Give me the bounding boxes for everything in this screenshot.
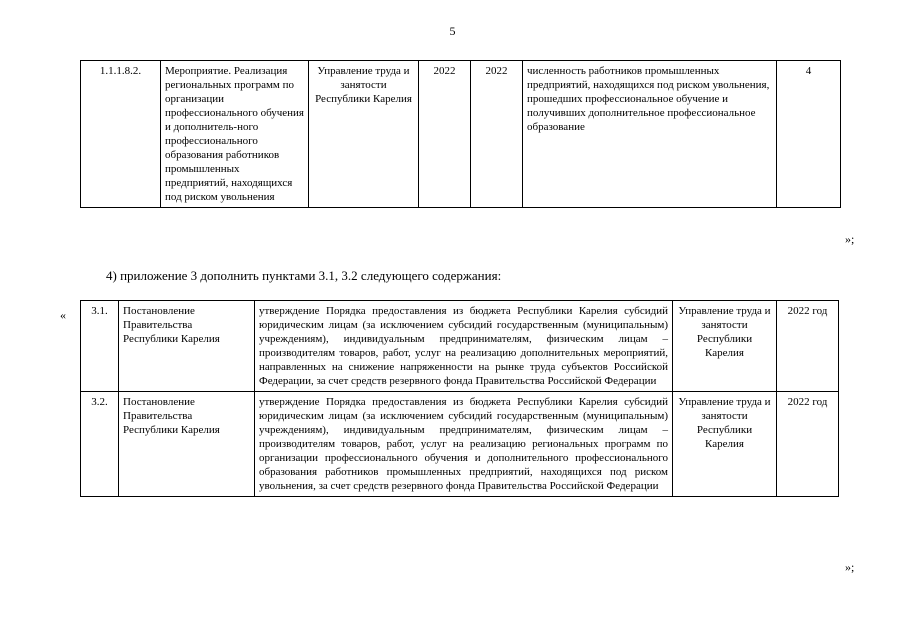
row-content: утверждение Порядка предоставления из бюджета Республики Карелия субсидий юридическим лицам (за исключением субсидий государственным (муниципальным) учреждениям), индивидуальным предпринимателям, физическим лицам – производителям товаров, работ, услуг на реализацию дополнительных мероприятий, направленных на снижение напряженности на рынке труда субъектов Российской Федерации, за счет средств резервного фонда Правительства Российской Федерации bbox=[255, 301, 673, 392]
event-name: Мероприятие. Реализация региональных программ по организации профессионального обучения и дополнитель-ного профессионального образования работников промышленных предприятий, находящихся под риском увольнения bbox=[161, 61, 309, 208]
table-row bbox=[81, 61, 841, 208]
row-content: утверждение Порядка предоставления из бюджета Республики Карелия субсидий юридическим лицам (за исключением субсидий государственным (муниципальным) учреждениям), индивидуальным предпринимателям, физическим лицам – производителям товаров, работ, услуг на реализацию региональных программ по организации профессионального обучения и дополнительного профессионального образования работников промышленных предприятий, находящихся под риском увольнения, за счет средств резервного фонда Правительства Российской Федерации bbox=[255, 392, 673, 497]
executor: Управление труда и занятости Республики Карелия bbox=[673, 301, 777, 392]
year-start: 2022 bbox=[419, 61, 471, 208]
appendix-table bbox=[80, 300, 839, 497]
table1-closing-quote: »; bbox=[845, 232, 855, 246]
executor: Управление труда и занятости Республики Карелия bbox=[673, 392, 777, 497]
table2-closing-quote: »; bbox=[845, 560, 855, 574]
executor: Управление труда и занятости Республики Карелия bbox=[309, 61, 419, 208]
term: 2022 год bbox=[777, 392, 839, 497]
table-row bbox=[81, 301, 839, 392]
term: 2022 год bbox=[777, 301, 839, 392]
row-number: 3.2. bbox=[81, 392, 119, 497]
table2-opening-quote: « bbox=[60, 308, 66, 322]
row-number: 1.1.1.8.2. bbox=[81, 61, 161, 208]
row-number: 3.1. bbox=[81, 301, 119, 392]
document-type: Постановление Правительства Республики Карелия bbox=[119, 392, 255, 497]
indicator-value: 4 bbox=[777, 61, 841, 208]
table-row bbox=[81, 392, 839, 497]
year-end: 2022 bbox=[471, 61, 523, 208]
indicator: численность работников промышленных предприятий, находящихся под риском увольнения, прошедших профессиональное обучение и получивших дополнительное профессиональное образование bbox=[523, 61, 777, 208]
amendment-paragraph: 4) приложение 3 дополнить пунктами 3.1, 3.2 следующего содержания: bbox=[106, 268, 502, 283]
document-type: Постановление Правительства Республики Карелия bbox=[119, 301, 255, 392]
measures-table bbox=[80, 60, 841, 208]
page-number: 5 bbox=[449, 24, 456, 38]
